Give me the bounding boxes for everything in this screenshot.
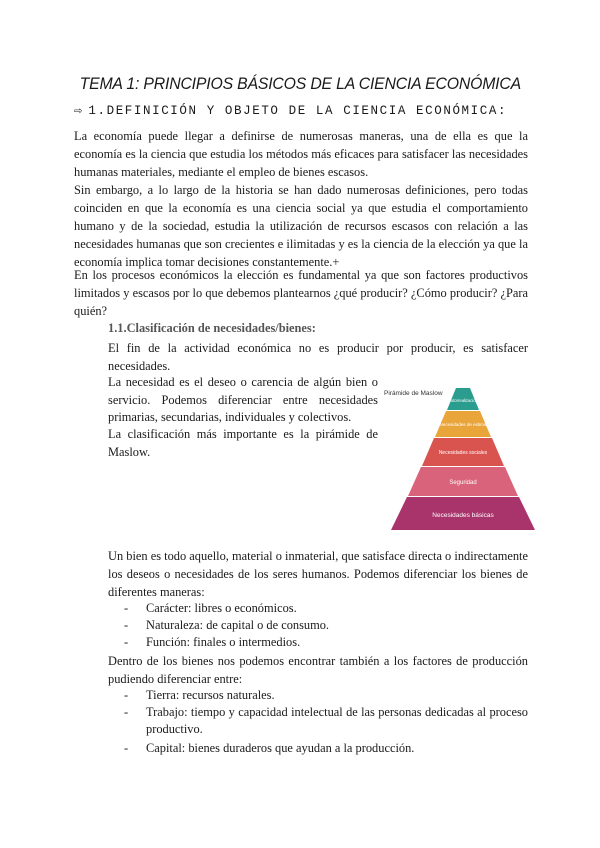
paragraph-historia: Sin embargo, a lo largo de la historia se han dado numerosas definiciones, pero todas coinciden en que la economía es una ciencia social ya que estudia el comportamiento humano y de la sociedad, estudia la utilización de recursos escasos con relación a las necesidades humanas que son crecientes e ilimitadas y es la ciencia de la elección ya que la economía implica tomar decisiones constantemente.+ [74,183,528,269]
section-heading-clasificacion: 1.1.Clasificación de necesidades/bienes: [108,321,316,335]
pyramid-label-1: Necesidades básicas [432,512,494,519]
list-item: - Capital: bienes duraderos que ayudan a la producción. [124,741,415,755]
pyramid-label-5: Autorrealización [447,398,479,403]
pyramid-label-3: Necesidades sociales [438,450,488,456]
list-item: - Carácter: libres o económicos. [124,601,297,615]
paragraph-necesidad: La necesidad es el deseo o carencia de algún bien o servicio. Podemos diferenciar entre necesidades primarias, secundarias, individuales y colectivos. [108,375,378,424]
paragraph-factores: Dentro de los bienes nos podemos encontrar también a los factores de producción pudiendo diferenciar entre: [108,654,528,686]
section-heading-definicion: ⇨ 1.DEFINICIÓN Y OBJETO DE LA CIENCIA ECONÓMICA: [74,104,508,118]
paragraph-fin-actividad: El fin de la actividad económica no es producir por producir, es satisfacer necesidades. [108,341,528,373]
paragraph-bien: Un bien es todo aquello, material o inmaterial, que satisface directa o indirectamente los deseos o necesidades de los seres humanos. Podemos diferenciar los bienes de diferentes maneras: [108,549,528,599]
list-item: - Trabajo: tiempo y capacidad intelectual de las personas dedicadas al proceso productivo. [124,705,528,736]
paragraph-eleccion: En los procesos económicos la elección es fundamental ya que son factores productivos limitados y escasos por lo que debemos plantearnos ¿qué producir? ¿Cómo producir? ¿Para quién? [74,268,528,318]
pyramid-title: Pirámide de Maslow [384,390,443,397]
list-item: - Naturaleza: de capital o de consumo. [124,618,330,632]
list-item: - Función: finales o intermedios. [124,635,301,649]
paragraph-maslow: La clasificación más importante es la pirámide de Maslow. [108,427,378,459]
paragraph-definicion: La economía puede llegar a definirse de numerosas maneras, una de ella es que la economía es la ciencia que estudia los métodos más eficaces para satisfacer las necesidades humanas materiales, mediante el empleo de bienes escasos. [74,129,528,179]
pyramid-label-2: Seguridad [449,480,477,486]
pyramid-label-4: Necesidades de estima [439,422,487,427]
factores-list [124,687,528,757]
maslow-pyramid [380,378,570,538]
arrow-right-icon: ⇨ [74,106,83,117]
bienes-list [124,600,528,651]
list-item: - Tierra: recursos naturales. [124,688,275,702]
page-title: TEMA 1: PRINCIPIOS BÁSICOS DE LA CIENCIA ECONÓMICA [79,74,521,93]
